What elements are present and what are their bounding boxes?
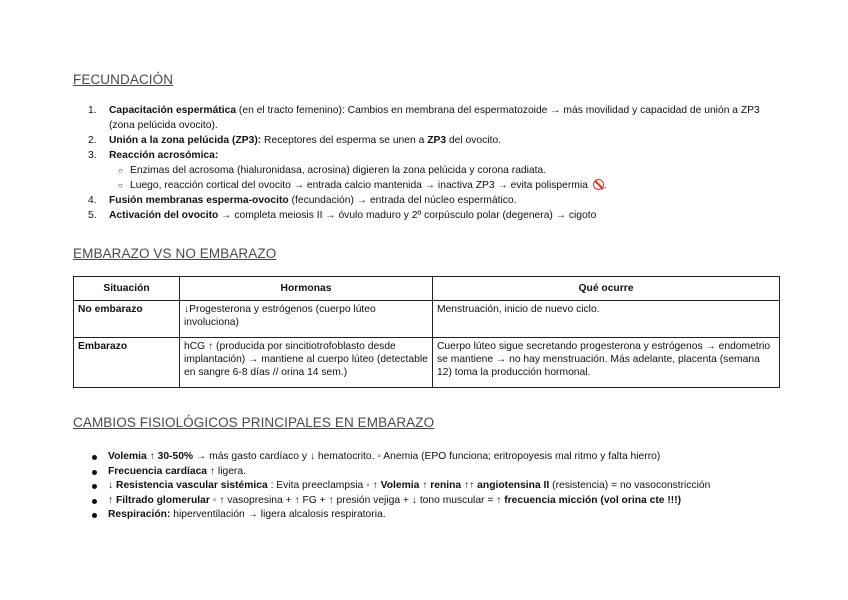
bullet-icon: [92, 484, 97, 489]
cambios-heading: CAMBIOS FISIOLÓGICOS PRINCIPALES EN EMBARAZO: [73, 415, 435, 430]
bullet-icon: [92, 455, 97, 460]
table-cell: Cuerpo lúteo sigue secretando progesterona y estrógenos → endometrio se mantiene → no hay menstruación. Más adelante, placenta (semana 12) toma la producción hormonal.: [433, 338, 780, 388]
list-item: Volemia ↑ 30-50% → más gasto cardíaco y ↓ hematocrito. ◦ Anemia (EPO funciona; eritropoyesis mal ritmo y falta hierro): [92, 450, 792, 465]
bullet-icon: [92, 513, 97, 518]
list-item: ↓ Resistencia vascular sistémica : Evita preeclampsia ◦ ↑ Volemia ↑ renina ↑↑ angiotensina II (resistencia) = no vasoconstricción: [92, 479, 792, 494]
column-header: Qué ocurre: [433, 277, 780, 301]
list-item: 1. Capacitación espermática (en el tracto femenino): Cambios en membrana del espermatozoide → más movilidad y capacidad de unión a ZP3 (zona pelúcida ovocito).: [88, 105, 760, 131]
table-row: [74, 338, 780, 388]
fecundacion-heading: FECUNDACIÓN: [73, 72, 174, 87]
cambios-list: [92, 450, 792, 523]
list-item: ↑ Filtrado glomerular ◦ ↑ vasopresina + ↑ FG + ↑ presión vejiga + ↓ tono muscular = ↑ frecuencia micción (vol orina cte !!!): [92, 494, 792, 509]
table-cell: Embarazo: [74, 338, 180, 388]
table-row: [74, 301, 780, 338]
column-header: Hormonas: [180, 277, 433, 301]
list-item: 5. Activación del ovocito → completa meiosis II → óvulo maduro y 2º corpúsculo polar (degenera) → cigoto: [88, 210, 597, 221]
table-cell: hCG ↑ (producida por sincitiotrofoblasto desde implantación) → mantiene al cuerpo lúteo (detectable en sangre 6-8 días // orina 14 sem.): [180, 338, 433, 388]
fecundacion-list: [88, 103, 768, 223]
list-item: 2. Unión a la zona pelúcida (ZP3): Receptores del esperma se unen a ZP3 del ovocito.: [88, 135, 502, 146]
list-item: ○ Enzimas del acrosoma (hialuronidasa, acrosina) digieren la zona pelúcida y corona radiata.: [118, 165, 547, 176]
table-cell: ↓Progesterona y estrógenos (cuerpo lúteo involuciona): [180, 301, 433, 338]
list-item: ○ Luego, reacción cortical del ovocito → entrada calcio mantenida → inactiva ZP3 → evita polispermia .: [118, 180, 607, 191]
list-item: 4. Fusión membranas esperma-ovocito (fecundación) → entrada del núcleo espermático.: [88, 195, 517, 206]
column-header: Situación: [74, 277, 180, 301]
embarazo-table: [73, 276, 780, 388]
acrosomica-sublist: [88, 163, 768, 193]
table-header-row: [74, 277, 780, 301]
bullet-icon: [92, 470, 97, 475]
list-item: Respiración: hiperventilación → ligera alcalosis respiratoria.: [92, 508, 792, 523]
list-item: 3. Reacción acrosómica: ○ Enzimas del acrosoma (hialuronidasa, acrosina) digieren la zona pelúcida y corona radiata. ○ Luego, reacción cortical del ovocito → entrada calcio mantenida → inactiva ZP3 → evita polispermia .: [88, 148, 768, 193]
table-cell: Menstruación, inicio de nuevo ciclo.: [433, 301, 780, 338]
table-cell: No embarazo: [74, 301, 180, 338]
list-item: Frecuencia cardíaca ↑ ligera.: [92, 465, 792, 480]
embarazo-heading: EMBARAZO VS NO EMBARAZO: [73, 246, 277, 261]
bullet-icon: [92, 499, 97, 504]
prohibited-icon: [593, 179, 604, 190]
